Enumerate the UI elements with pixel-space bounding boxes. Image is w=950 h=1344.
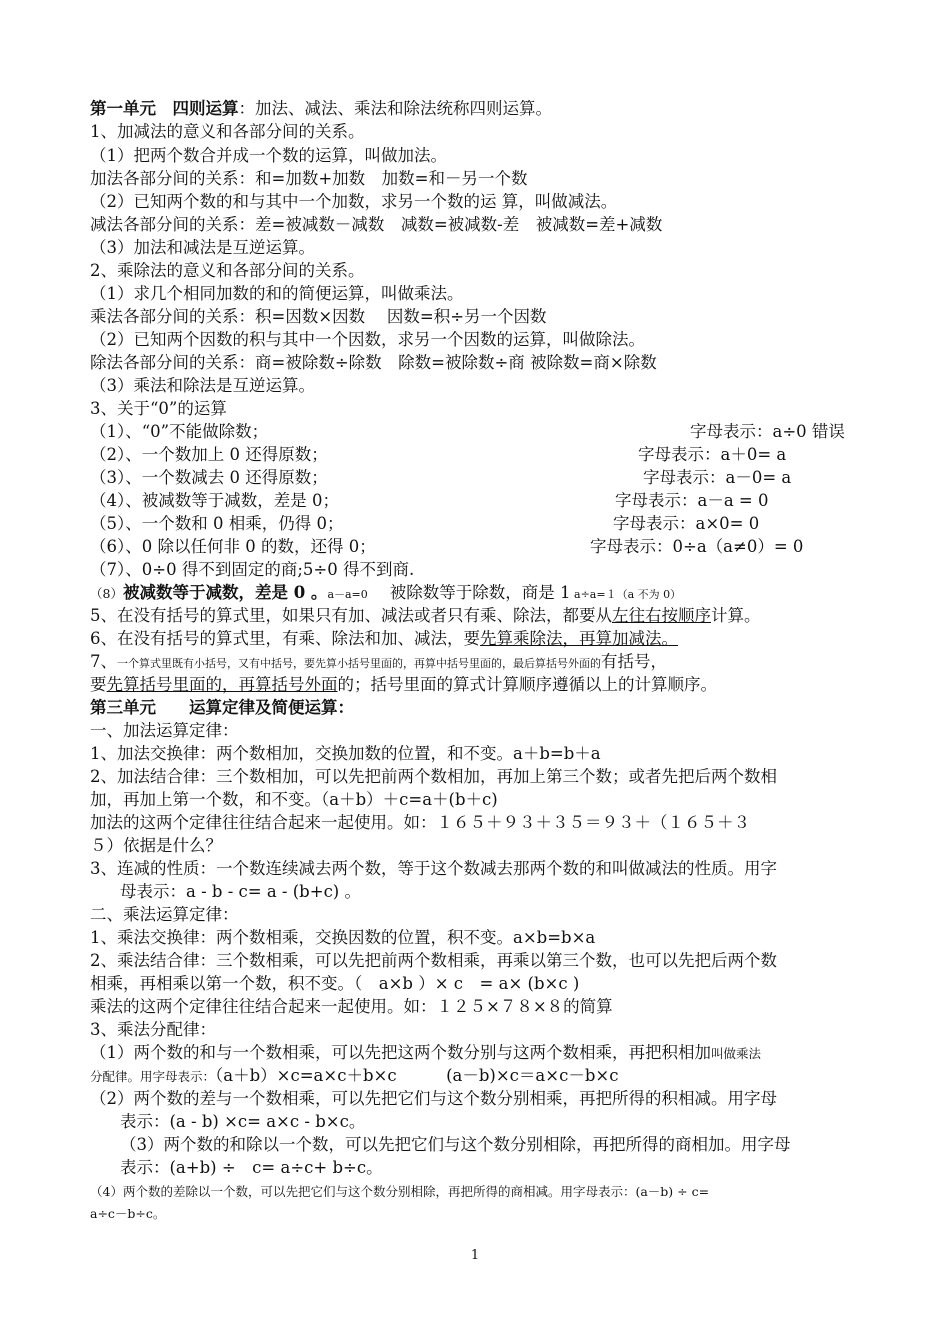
zero-rule: （4）、被减数等于减数，差是 0； (90, 491, 339, 510)
zero-rule-formula: 字母表示：a－0= a (643, 468, 792, 487)
unit3-title: 第三单元 运算定律及简便运算： (90, 698, 354, 717)
section-heading: 一、加法运算定律： (90, 721, 239, 740)
text-line: 加法各部分间的关系：和=加数+加数 加数=和－另一个数 (90, 169, 528, 188)
text-line: 乘法的这两个定律往往结合起来一起使用。如：１２５×７８×８的简算 (90, 997, 613, 1016)
section-heading: 二、乘法运算定律： (90, 905, 239, 924)
zero-rule: （8）被减数等于减数，差是 0 。a－a=0 被除数等于除数，商是 1 a÷a=１（a 不为 0） (90, 583, 682, 602)
order-rule: 7、一个算式里既有小括号，又有中括号，要先算小括号里面的，再算中括号里面的，最后算括号外面的有括号， (90, 652, 667, 671)
text-line: （3）两个数的和除以一个数，可以先把它们与这个数分别相除，再把所得的商相加。用字母 (120, 1135, 791, 1154)
zero-rule-formula: 字母表示：0÷a（a≠0）= 0 (590, 537, 804, 556)
text-line: （1）两个数的和与一个数相乘，可以先把这两个数分别与这两个数相乘，再把积相加叫做乘法 (90, 1043, 762, 1062)
text-line: （3）乘法和除法是互逆运算。 (90, 376, 315, 395)
zero-rule: （6）、0 除以任何非 0 的数，还得 0； (90, 537, 376, 556)
text-line: 加法的这两个定律往往结合起来一起使用。如：１６５＋９３＋３５＝９３＋（１６５＋３ (90, 813, 750, 832)
text-line: 3、乘法分配律： (90, 1020, 216, 1039)
zero-rule: （2）、一个数加上 0 还得原数； (90, 445, 328, 464)
zero-rule-formula: 字母表示：a×0= 0 (613, 514, 760, 533)
text-line: 相乘，再相乘以第一个数，积不变。（ a×b ）× c = a× (b×c ) (90, 974, 580, 993)
text-line: 母表示：a - b - c= a - (b+c) 。 (120, 882, 361, 901)
unit1-title: 第一单元 四则运算 (90, 99, 239, 118)
zero-rule-formula: 字母表示：a－a = 0 (615, 491, 769, 510)
text-line: 2、加法结合律：三个数相加，可以先把前两个数相加，再加上第三个数；或者先把后两个数相 (90, 767, 777, 786)
text-line: 除法各部分间的关系：商=被除数÷除数 除数=被除数÷商 被除数=商×除数 (90, 353, 657, 372)
order-rule: 要先算括号里面的，再算括号外面的；括号里面的算式计算顺序遵循以上的计算顺序。 (90, 675, 717, 694)
text-line: 1、乘法交换律：两个数相乘，交换因数的位置，积不变。a×b=b×a (90, 928, 596, 947)
zero-rule: （7）、0÷0 得不到固定的商;5÷0 得不到商. (90, 560, 415, 579)
zero-rule: （5）、一个数和 0 相乘，仍得 0； (90, 514, 344, 533)
zero-rule: （3）、一个数减去 0 还得原数； (90, 468, 328, 487)
text-line: 加，再加上第一个数，和不变。（a＋b）＋c=a＋(b＋c) (90, 790, 498, 809)
text-line: （2）已知两个因数的积与其中一个因数，求另一个因数的运算，叫做除法。 (90, 330, 645, 349)
section-heading: 2、乘除法的意义和各部分间的关系。 (90, 261, 365, 280)
text-line: 表示：(a - b) ×c= a×c - b×c。 (120, 1112, 366, 1131)
text-line: 分配律。用字母表示：（a＋b）×c=a×c＋b×c (a－b)×c＝a×c－b×c (90, 1066, 619, 1085)
text-line: 表示：(a+b) ÷ c= a÷c+ b÷c。 (120, 1158, 383, 1177)
text-line: （4）两个数的差除以一个数，可以先把它们与这个数分别相除，再把所得的商相减。用字母表示：(a－b) ÷ c= (90, 1184, 710, 1199)
unit1-heading-line: 第一单元 四则运算：加法、减法、乘法和除法统称四则运算。 (90, 99, 552, 118)
zero-rule-formula: 字母表示：a＋0= a (638, 445, 787, 464)
page-number: 1 (470, 1248, 480, 1263)
text-line: （1）求几个相同加数的和的简便运算，叫做乘法。 (90, 284, 464, 303)
text-line: （3）加法和减法是互逆运算。 (90, 238, 315, 257)
text-line: （2）两个数的差与一个数相乘，可以先把它们与这个数分别相乘，再把所得的积相减。用字母 (90, 1089, 777, 1108)
order-rule: 5、在没有括号的算式里，如果只有加、减法或者只有乘、除法，都要从左往右按顺序计算。 (90, 606, 761, 625)
text-line: 1、加法交换律：两个数相加，交换加数的位置，和不变。a＋b=b＋a (90, 744, 601, 763)
text-line: 3、连减的性质：一个数连续减去两个数，等于这个数减去那两个数的和叫做减法的性质。用字 (90, 859, 777, 878)
zero-rule: （1）、“0”不能做除数； (90, 422, 269, 441)
text-line: 2、乘法结合律：三个数相乘，可以先把前两个数相乘，再乘以第三个数，也可以先把后两个数 (90, 951, 777, 970)
text-line: 乘法各部分间的关系：积=因数×因数 因数=积÷另一个因数 (90, 307, 547, 326)
text-line: （2）已知两个数的和与其中一个加数，求另一个数的运 算，叫做减法。 (90, 192, 618, 211)
zero-rule-formula: 字母表示：a÷0 错误 (690, 422, 845, 441)
section-heading: 3、关于“0”的运算 (90, 399, 227, 418)
text-line: （1）把两个数合并成一个数的运算，叫做加法。 (90, 146, 447, 165)
text-line: a÷c－b÷c。 (90, 1206, 166, 1221)
order-rule: 6、在没有括号的算式里，有乘、除法和加、减法，要先算乘除法，再算加减法。 (90, 629, 678, 648)
text-line: ５）依据是什么？ (90, 836, 222, 855)
section-heading: 1、加减法的意义和各部分间的关系。 (90, 122, 365, 141)
text-line: 减法各部分间的关系：差=被减数－减数 减数=被减数-差 被减数=差+减数 (90, 215, 663, 234)
